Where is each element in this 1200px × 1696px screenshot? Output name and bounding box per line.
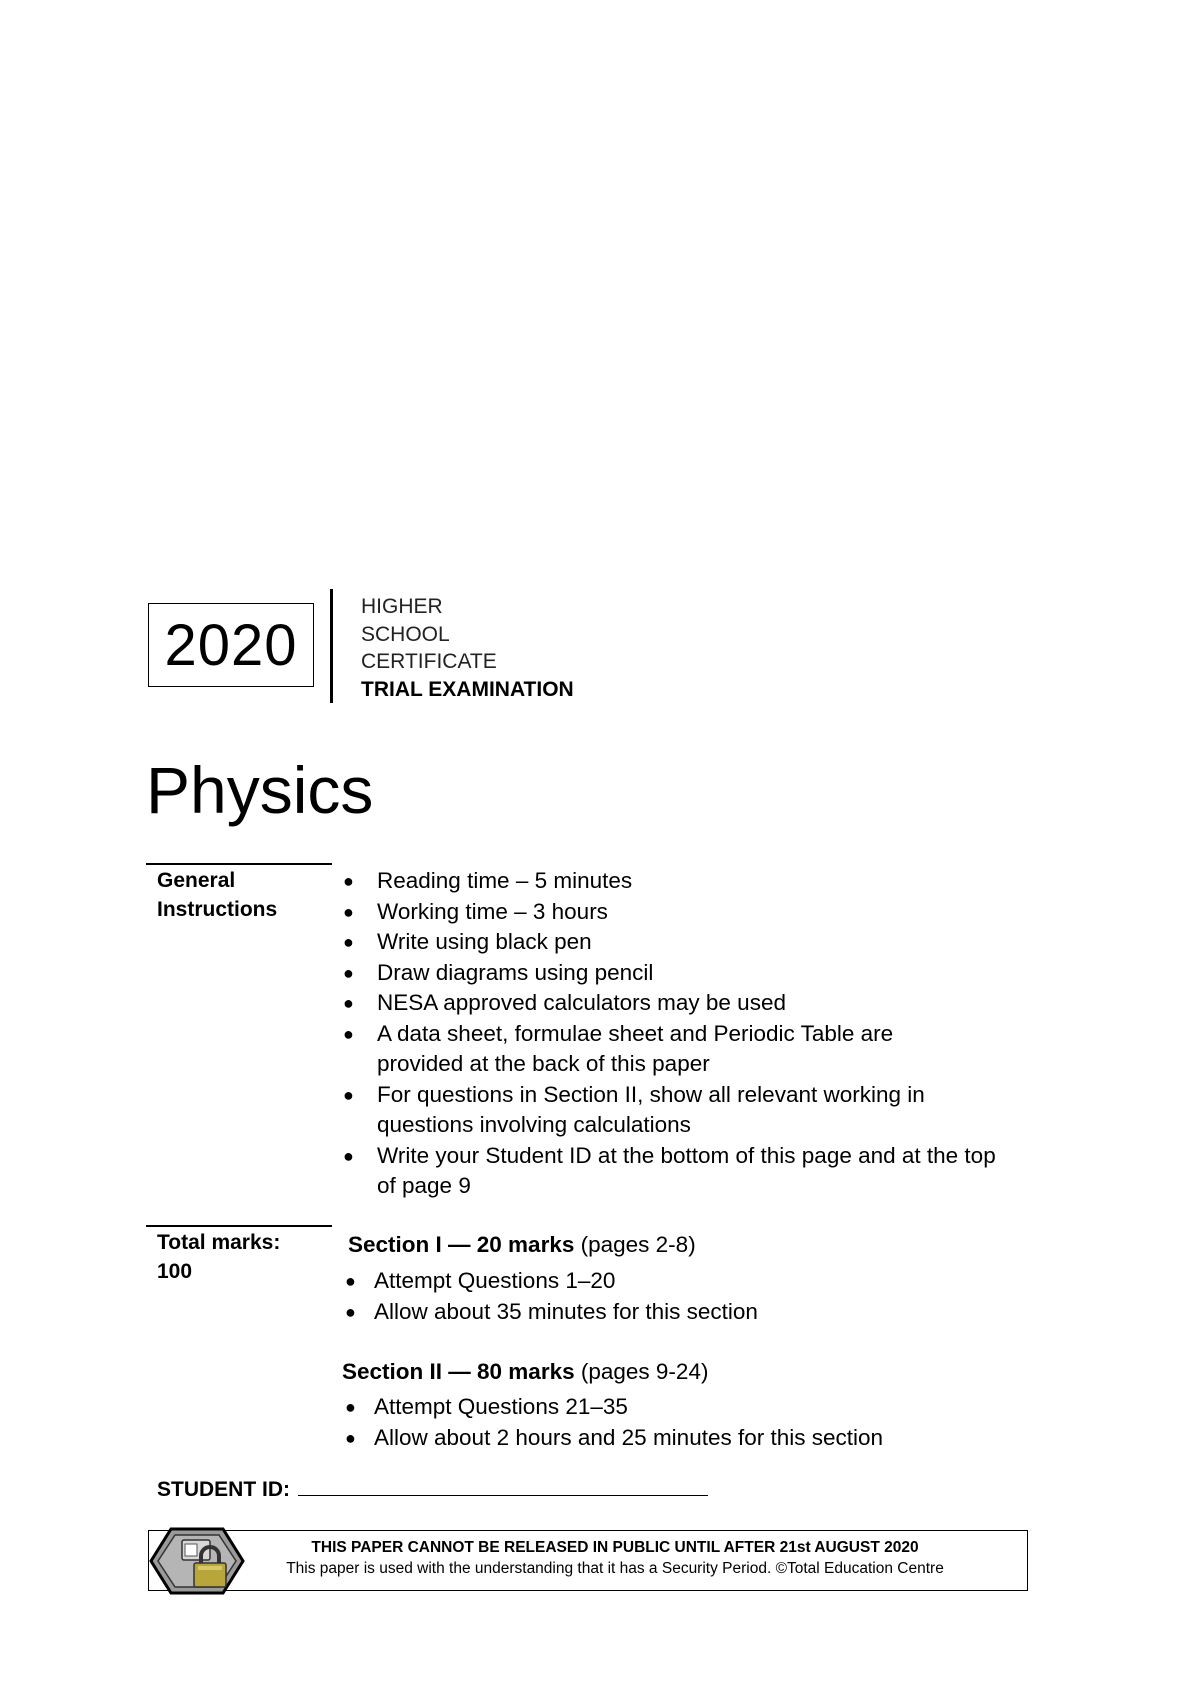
exam-type-line1: HIGHER <box>361 595 443 618</box>
list-item <box>341 1392 981 1423</box>
instruction-text: Draw diagrams using pencil <box>377 959 654 985</box>
instruction-text: Write your Student ID at the bottom of this page and at the top of page 9 <box>377 1142 996 1198</box>
student-id-row <box>157 1475 708 1504</box>
instructions-rule <box>146 863 332 865</box>
instruction-text: For questions in Section II, show all relevant working in questions involving calculations <box>377 1081 925 1137</box>
section1-heading <box>348 1230 696 1260</box>
exam-type-line4: TRIAL EXAMINATION <box>361 677 574 701</box>
section1-pages: (pages 2-8) <box>580 1232 696 1257</box>
footer-release-notice: THIS PAPER CANNOT BE RELEASED IN PUBLIC UNTIL AFTER 21st AUGUST 2020 <box>311 1539 919 1556</box>
section2-pages: (pages 9-24) <box>580 1359 709 1384</box>
bullet-icon: ● <box>343 962 354 983</box>
bullet-icon: ● <box>343 932 354 952</box>
list-item <box>339 958 979 989</box>
list-item <box>341 1266 981 1297</box>
list-item <box>339 897 979 928</box>
instructions-list <box>339 866 996 1202</box>
section1-list <box>341 1266 981 1327</box>
list-item <box>339 866 979 897</box>
section2-title: Section II — 80 marks <box>342 1359 575 1384</box>
section2-list <box>341 1392 981 1453</box>
section2-item: Attempt Questions 21–35 <box>374 1394 628 1419</box>
gi-label-line1: General <box>157 869 236 892</box>
section2-item: Allow about 2 hours and 25 minutes for this section <box>374 1424 884 1450</box>
section1-item: Allow about 35 minutes for this section <box>374 1298 758 1324</box>
bullet-icon: ● <box>343 1084 354 1105</box>
bullet-icon: ● <box>343 993 354 1013</box>
section1-title: Section I — 20 marks <box>348 1232 575 1257</box>
bullet-icon: ● <box>345 1397 356 1417</box>
exam-year: 2020 <box>148 603 314 687</box>
section1-item: Attempt Questions 1–20 <box>374 1268 616 1293</box>
instruction-text: Write using black pen <box>377 929 592 954</box>
footer-security-notice: This paper is used with the understanding that it has a Security Period. ©Total Education Centre <box>286 1560 944 1577</box>
bullet-icon: ● <box>343 1023 354 1044</box>
list-item <box>341 1423 981 1454</box>
student-id-field[interactable] <box>298 1475 708 1496</box>
exam-type <box>361 593 574 703</box>
section2-heading <box>342 1357 708 1387</box>
total-marks-value: 100 <box>157 1260 193 1283</box>
instruction-text: NESA approved calculators may be used <box>377 990 786 1015</box>
list-item <box>339 1141 1012 1202</box>
marks-rule <box>146 1225 332 1227</box>
bullet-icon: ● <box>345 1301 356 1322</box>
instruction-text: A data sheet, formulae sheet and Periodic Table are provided at the back of this paper <box>377 1020 894 1076</box>
list-item <box>339 1080 977 1141</box>
bullet-icon: ● <box>343 1145 354 1166</box>
bullet-icon: ● <box>345 1427 356 1448</box>
list-item <box>341 1297 981 1328</box>
total-marks-text: Total marks: <box>157 1231 281 1254</box>
instruction-text: Reading time – 5 minutes <box>377 868 633 893</box>
list-item <box>339 988 979 1019</box>
instruction-text: Working time – 3 hours <box>377 898 608 924</box>
exam-type-line2: SCHOOL <box>361 622 450 646</box>
header-divider <box>330 589 333 703</box>
list-item <box>339 1019 937 1080</box>
exam-type-line3: CERTIFICATE <box>361 650 497 673</box>
total-marks-label <box>157 1228 327 1286</box>
gi-label-line2: Instructions <box>157 898 278 921</box>
bullet-icon: ● <box>345 1271 356 1291</box>
student-id-label: STUDENT ID: <box>157 1478 290 1501</box>
bullet-icon: ● <box>343 871 354 891</box>
list-item <box>339 927 979 958</box>
subject-title: Physics <box>146 753 374 827</box>
general-instructions-label <box>157 866 327 924</box>
bullet-icon: ● <box>343 901 354 922</box>
